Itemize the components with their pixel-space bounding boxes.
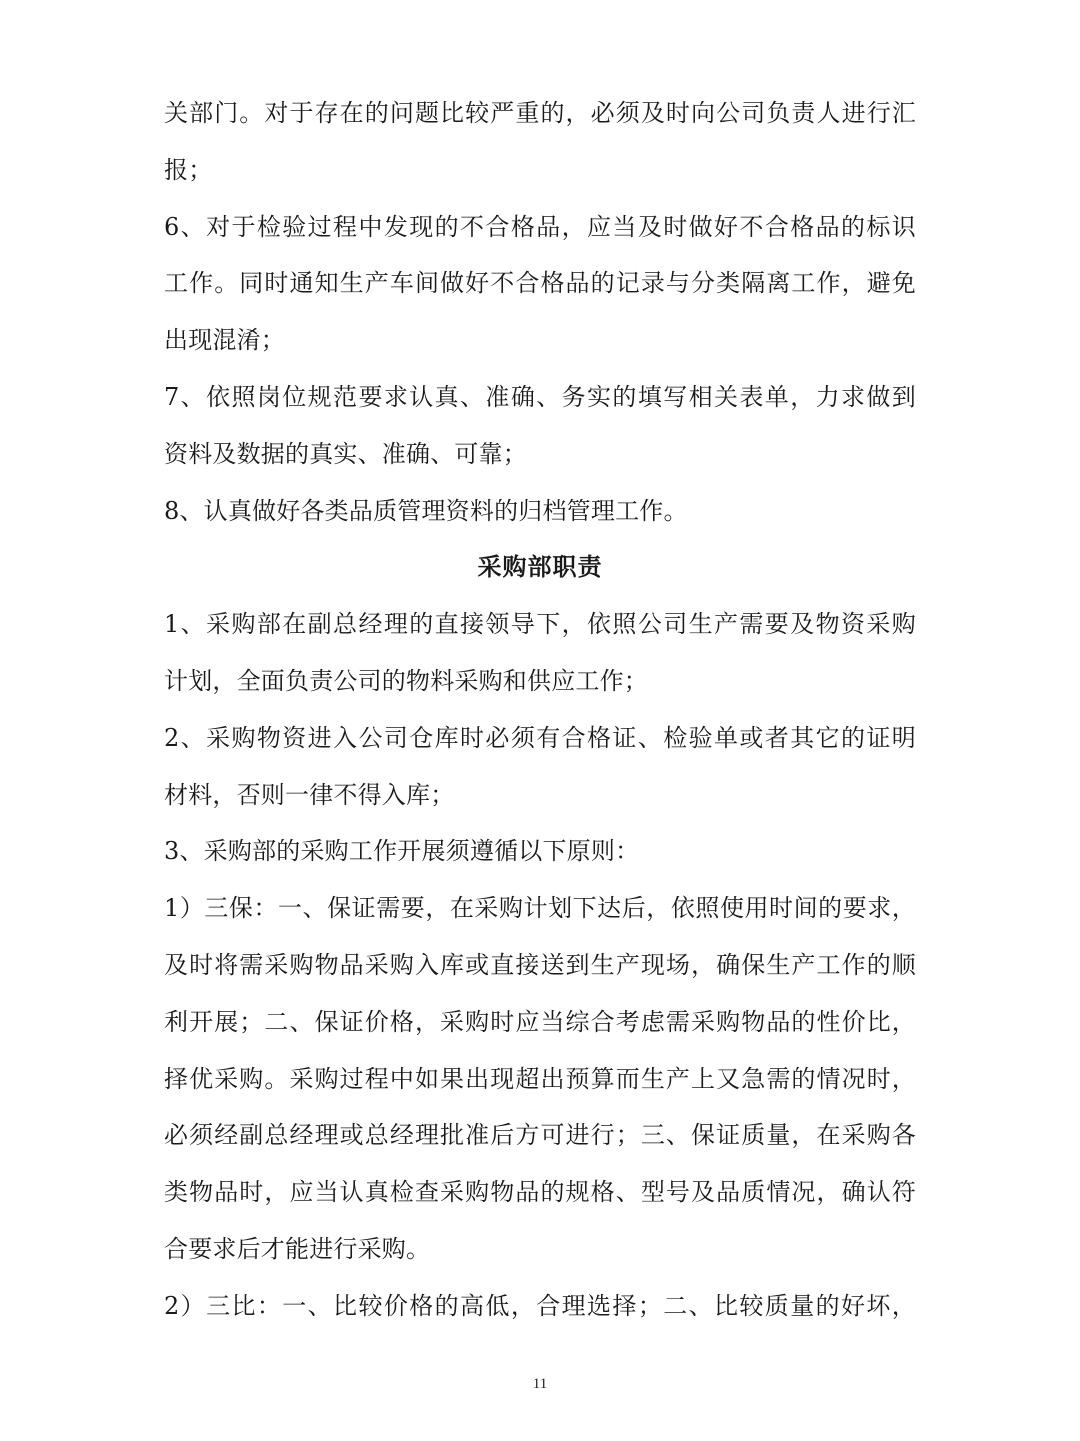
section-heading: 采购部职责 [477, 552, 603, 582]
text-line: 计划，全面负责公司的物料采购和供应工作； [164, 666, 648, 695]
page-number: 11 [532, 1376, 548, 1392]
text-line: 出现混淆； [164, 326, 285, 355]
text-line: 工作。同时通知生产车间做好不合格品的记录与分类隔离工作，避免 [164, 269, 916, 298]
text-line: 报； [164, 155, 213, 184]
text-line: 2、采购物资进入公司仓库时必须有合格证、检验单或者其它的证明 [164, 723, 916, 752]
text-line: 3、采购部的采购工作开展须遵循以下原则： [164, 837, 640, 866]
text-line: 关部门。对于存在的问题比较严重的，必须及时向公司负责人进行汇 [164, 99, 916, 127]
text-line: 必须经副总经理或总经理批准后方可进行；三、保证质量，在采购各 [164, 1121, 916, 1150]
text-line: 8、认真做好各类品质管理资料的归档管理工作。 [164, 496, 688, 525]
document-body [164, 85, 916, 1335]
text-line: 7、依照岗位规范要求认真、准确、务实的填写相关表单，力求做到 [164, 382, 916, 411]
text-line: 利开展；二、保证价格，采购时应当综合考虑需采购物品的性价比， [164, 1007, 916, 1036]
text-line: 资料及数据的真实、准确、可靠； [164, 439, 527, 468]
text-line: 及时将需采购物品采购入库或直接送到生产现场，确保生产工作的顺 [164, 950, 916, 979]
text-line: 材料，否则一律不得入库； [164, 780, 455, 809]
text-line: 合要求后才能进行采购。 [164, 1234, 431, 1263]
text-line: 1）三保：一、保证需要，在采购计划下达后，依照使用时间的要求， [164, 894, 916, 923]
text-line: 6、对于检验过程中发现的不合格品，应当及时做好不合格品的标识 [164, 212, 916, 241]
text-line: 2）三比：一、比较价格的高低，合理选择；二、比较质量的好坏， [164, 1291, 916, 1320]
text-line: 择优采购。采购过程中如果出现超出预算而生产上又急需的情况时， [164, 1064, 916, 1093]
text-line: 1、采购部在副总经理的直接领导下，依照公司生产需要及物资采购 [164, 610, 916, 639]
text-line: 类物品时，应当认真检查采购物品的规格、型号及品质情况，确认符 [164, 1178, 916, 1207]
